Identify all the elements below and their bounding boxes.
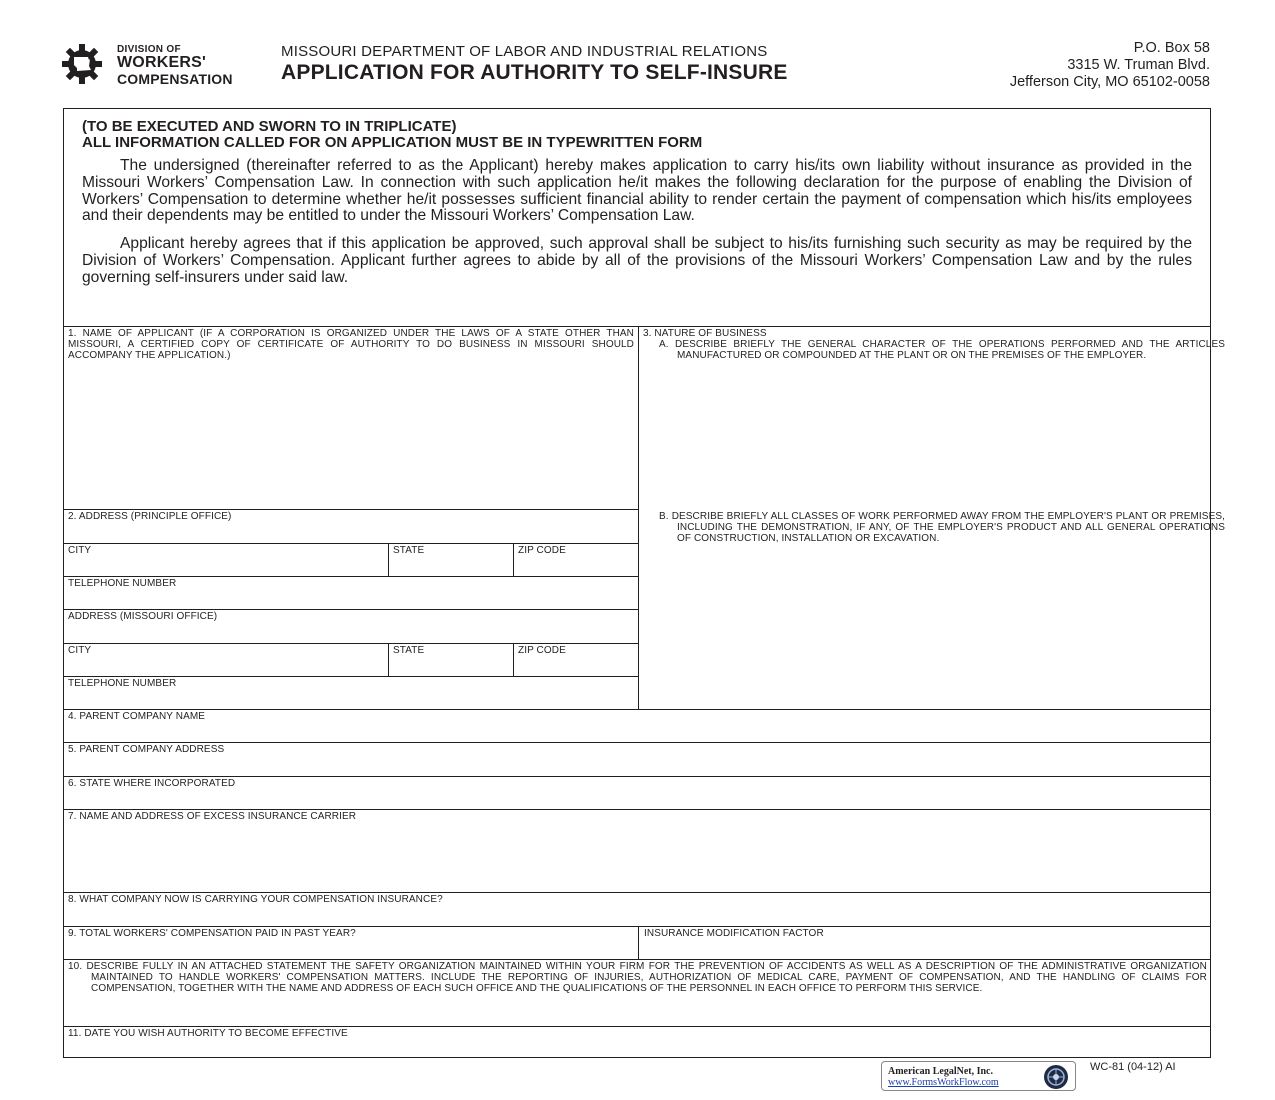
address-line-2: 3315 W. Truman Blvd.: [1067, 57, 1210, 73]
field-state-incorporated[interactable]: [64, 776, 1211, 809]
zip-label: ZIP CODE: [518, 545, 566, 556]
address-line-3: Jefferson City, MO 65102-0058: [1009, 74, 1210, 90]
field-principal-zip[interactable]: [513, 543, 638, 576]
field-principal-state[interactable]: [388, 543, 513, 576]
mailing-address: [1010, 40, 1210, 91]
field-parent-company-name[interactable]: [64, 709, 1211, 742]
field-9-label: 9. TOTAL WORKERS' COMPENSATION PAID IN PAST YEAR?: [68, 928, 356, 939]
field-10-label: 10. DESCRIBE FULLY IN AN ATTACHED STATEMENT THE SAFETY ORGANIZATION MAINTAINED WITHIN YOUR FIRM FOR THE PREVENTION OF ACCIDENTS AS WELL AS A DESCRIPTION OF THE ADMINISTRATIVE ORGANIZATION MAINTAINED TO HANDLE WORKERS' COMPENSATION MATTERS. INCLUDE THE REPORTING OF INJURIES, AUTHORIZATION OF MEDICAL CARE, PAYMENT OF COMPENSATION, AND THE HANDLING OF CLAIMS FOR COMPENSATION, TOGETHER WITH THE NAME AND ADDRESS OF EACH SUCH OFFICE AND THE QUALIFICATIONS OF THE PERSONNEL IN EACH OFFICE TO PERFORM THIS SERVICE.: [68, 961, 1207, 994]
badge-url-link[interactable]: www.FormsWorkFlow.com: [888, 1077, 999, 1088]
missouri-address-label: ADDRESS (MISSOURI OFFICE): [68, 611, 218, 622]
state-label: STATE: [393, 645, 425, 656]
form-number: WC-81 (04-12) AI: [1090, 1061, 1176, 1073]
globe-icon: [1043, 1064, 1069, 1090]
city-label: CITY: [68, 545, 92, 556]
form-title: APPLICATION FOR AUTHORITY TO SELF-INSURE: [281, 61, 788, 84]
field-4-label: 4. PARENT COMPANY NAME: [68, 711, 206, 722]
field-nature-of-business[interactable]: [638, 326, 1225, 709]
address-line-1: P.O. Box 58: [1133, 40, 1210, 56]
field-3-label: 3. NATURE OF BUSINESS: [643, 328, 767, 339]
intro-section: [82, 119, 1192, 287]
field-parent-company-address[interactable]: [64, 742, 1211, 776]
field-2-label: 2. ADDRESS (PRINCIPLE OFFICE): [68, 511, 232, 522]
logo-line-3: COMPENSATION: [117, 71, 233, 87]
field-principal-address[interactable]: [64, 509, 638, 543]
telephone-label: TELEPHONE NUMBER: [68, 578, 177, 589]
field-total-compensation-paid[interactable]: [64, 926, 638, 959]
intro-paragraph-1: The undersigned (thereinafter referred to as the Applicant) hereby makes application to carry his/its own liability without insurance as provided in the Missouri Workers’ Compensation Law. In connection with such application he/it makes the following declaration for the purpose of enabling the Division of Workers’ Compensation to determine whether he/it possesses sufficient financial ability to render certain the payment of compensation which his/its employees and their dependents may be entitled to under the Missouri Workers’ Compensation Law.: [82, 157, 1192, 225]
field-missouri-state[interactable]: [388, 643, 513, 676]
field-missouri-zip[interactable]: [513, 643, 638, 676]
field-excess-insurance-carrier[interactable]: [64, 809, 1211, 892]
division-logo: [62, 44, 267, 87]
intro-heading-2: ALL INFORMATION CALLED FOR ON APPLICATION MUST BE IN TYPEWRITTEN FORM: [82, 134, 703, 151]
field-8-label: 8. WHAT COMPANY NOW IS CARRYING YOUR COMPENSATION INSURANCE?: [68, 894, 443, 905]
field-applicant-name[interactable]: [64, 326, 638, 509]
field-6-label: 6. STATE WHERE INCORPORATED: [68, 778, 236, 789]
field-safety-organization[interactable]: [64, 959, 1211, 1026]
column-divider: [638, 326, 639, 709]
field-missouri-telephone[interactable]: [64, 676, 638, 709]
city-label: CITY: [68, 645, 92, 656]
telephone-label: TELEPHONE NUMBER: [68, 678, 177, 689]
field-missouri-city[interactable]: [64, 643, 388, 676]
legalnet-badge[interactable]: [881, 1061, 1076, 1091]
field-principal-telephone[interactable]: [64, 576, 638, 609]
state-label: STATE: [393, 545, 425, 556]
field-3b-label: B. DESCRIBE BRIEFLY ALL CLASSES OF WORK PERFORMED AWAY FROM THE EMPLOYER'S PLANT OR PREMISES, INCLUDING THE DEMONSTRATION, IF ANY, OF THE EMPLOYER'S PRODUCT AND ALL GENERAL OPERATIONS OF CONSTRUCTION, INSTALLATION OR EXCAVATION.: [659, 511, 1225, 544]
intro-paragraph-2: Applicant hereby agrees that if this application be approved, such approval shall be subject to his/its furnishing such security as may be required by the Division of Workers’ Compensation. Applicant further agrees to abide by all of the provisions of the Missouri Workers’ Compensation Law and by the rules governing self-insurers under said law.: [82, 235, 1192, 286]
logo-line-2: WORKERS': [117, 54, 206, 71]
intro-heading-1: (TO BE EXECUTED AND SWORN TO IN TRIPLICATE): [82, 118, 457, 135]
field-7-label: 7. NAME AND ADDRESS OF EXCESS INSURANCE CARRIER: [68, 811, 357, 822]
modification-factor-label: INSURANCE MODIFICATION FACTOR: [644, 928, 824, 939]
application-form: [63, 108, 1225, 1058]
field-3a-label: A. DESCRIBE BRIEFLY THE GENERAL CHARACTER OF THE OPERATIONS PERFORMED AND THE ARTICLES MANUFACTURED OR COMPOUNDED AT THE PLANT OR ON THE PREMISES OF THE EMPLOYER.: [659, 339, 1225, 361]
badge-company-name: American LegalNet, Inc.: [888, 1066, 993, 1077]
department-name: MISSOURI DEPARTMENT OF LABOR AND INDUSTRIAL RELATIONS: [281, 43, 768, 60]
field-5-label: 5. PARENT COMPANY ADDRESS: [68, 744, 225, 755]
field-1-label: 1. NAME OF APPLICANT (IF A CORPORATION IS ORGANIZED UNDER THE LAWS OF A STATE OTHER THAN MISSOURI, A CERTIFIED COPY OF CERTIFICATE OF AUTHORITY TO DO BUSINESS IN MISSOURI SHOULD ACCOMPANY THE APPLICATION.): [68, 328, 634, 361]
field-principal-city[interactable]: [64, 543, 388, 576]
field-effective-date[interactable]: [64, 1026, 1211, 1058]
zip-label: ZIP CODE: [518, 645, 566, 656]
gear-icon: [62, 44, 102, 84]
logo-line-1: DIVISION OF: [117, 44, 181, 55]
field-insurance-modification-factor[interactable]: [638, 926, 1211, 959]
field-missouri-address[interactable]: [64, 609, 638, 643]
field-11-label: 11. DATE YOU WISH AUTHORITY TO BECOME EFFECTIVE: [68, 1028, 348, 1039]
field-current-insurer[interactable]: [64, 892, 1211, 926]
